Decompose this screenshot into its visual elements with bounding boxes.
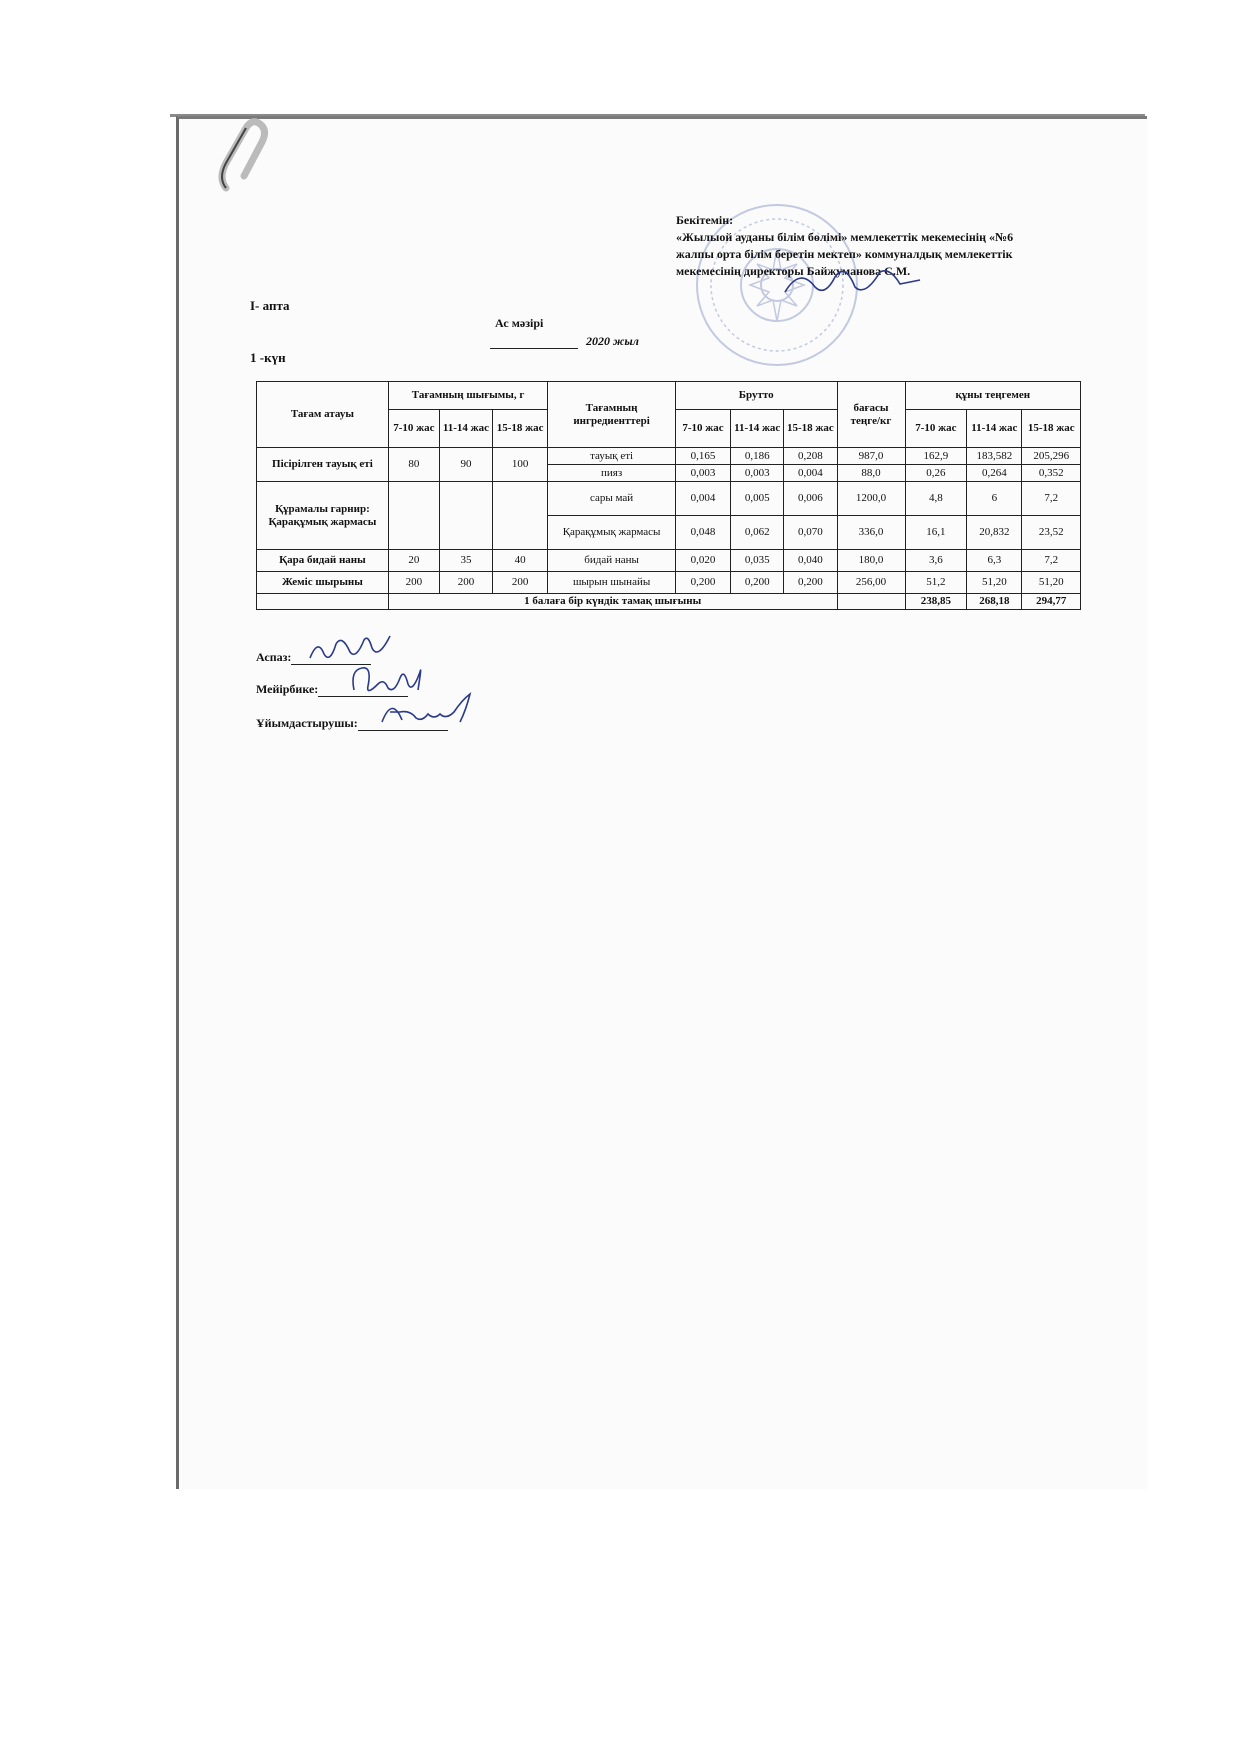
approval-title: Бекітемін: <box>676 213 734 227</box>
approval-line-2: жалпы орта білім беретін мектеп» коммуналдық мемлекеттік <box>676 247 1013 261</box>
header-cost-age2: 11-14 жас <box>967 410 1022 448</box>
totals-row <box>257 594 1081 610</box>
header-cost: құны теңгемен <box>905 382 1080 410</box>
date-year: 2020 жыл <box>586 334 639 348</box>
ingredient: сары май <box>548 482 676 516</box>
dish-name: Қара бидай наны <box>257 550 389 572</box>
cost-age1: 51,2 <box>905 572 967 594</box>
header-ingredients: Тағамның ингредиенттері <box>548 382 676 448</box>
ingredient: бидай наны <box>548 550 676 572</box>
yield-age3: 200 <box>493 572 548 594</box>
cost-age1: 0,26 <box>905 465 967 482</box>
cost-age2: 0,264 <box>967 465 1022 482</box>
cost-age1: 16,1 <box>905 516 967 550</box>
brutto-age3: 0,070 <box>784 516 837 550</box>
cost-age1: 4,8 <box>905 482 967 516</box>
price: 336,0 <box>837 516 905 550</box>
brutto-age2: 0,035 <box>731 550 784 572</box>
director-signature <box>780 262 930 302</box>
document-page <box>176 116 1147 1489</box>
yield-age1: 80 <box>388 448 439 482</box>
table-row <box>257 482 1081 516</box>
header-brutto-age1: 7-10 жас <box>675 410 730 448</box>
yield-age2: 35 <box>439 550 492 572</box>
brutto-age2: 0,200 <box>731 572 784 594</box>
cost-age2: 51,20 <box>967 572 1022 594</box>
nurse-label: Мейірбике: <box>256 682 319 696</box>
cost-age3: 7,2 <box>1022 550 1081 572</box>
cost-age1: 3,6 <box>905 550 967 572</box>
yield-age1: 20 <box>388 550 439 572</box>
price: 256,00 <box>837 572 905 594</box>
header-cost-age1: 7-10 жас <box>905 410 967 448</box>
week-label: I- апта <box>250 298 290 313</box>
header-brutto: Брутто <box>675 382 837 410</box>
cost-age2: 6 <box>967 482 1022 516</box>
brutto-age2: 0,003 <box>731 465 784 482</box>
brutto-age3: 0,006 <box>784 482 837 516</box>
total-age1: 238,85 <box>905 594 967 610</box>
totals-price-empty <box>837 594 905 610</box>
menu-title: Ас мәзірі <box>495 316 544 330</box>
ingredient: шырын шынайы <box>548 572 676 594</box>
brutto-age3: 0,208 <box>784 448 837 465</box>
header-cost-age3: 15-18 жас <box>1022 410 1081 448</box>
yield-age3 <box>493 482 548 550</box>
table-row <box>257 448 1081 465</box>
yield-age1: 200 <box>388 572 439 594</box>
organizer-signature <box>376 690 486 730</box>
brutto-age1: 0,003 <box>675 465 730 482</box>
table-row <box>257 572 1081 594</box>
header-price: бағасы теңге/кг <box>837 382 905 448</box>
cost-age2: 6,3 <box>967 550 1022 572</box>
table-row <box>257 550 1081 572</box>
yield-age2: 200 <box>439 572 492 594</box>
ingredient: Қарақұмық жармасы <box>548 516 676 550</box>
price: 88,0 <box>837 465 905 482</box>
price: 1200,0 <box>837 482 905 516</box>
brutto-age1: 0,004 <box>675 482 730 516</box>
paperclip-icon <box>216 118 276 198</box>
yield-age3: 100 <box>493 448 548 482</box>
totals-empty <box>257 594 389 610</box>
yield-age2 <box>439 482 492 550</box>
cost-age3: 7,2 <box>1022 482 1081 516</box>
brutto-age1: 0,165 <box>675 448 730 465</box>
day-label: 1 -күн <box>250 350 286 365</box>
yield-age3: 40 <box>493 550 548 572</box>
dish-name: Құрамалы гарнир: Қарақұмық жармасы <box>257 482 389 550</box>
organizer-label: Ұйымдастырушы: <box>256 716 358 730</box>
brutto-age1: 0,020 <box>675 550 730 572</box>
totals-label: 1 балаға бір күндік тамақ шығыны <box>388 594 837 610</box>
brutto-age1: 0,048 <box>675 516 730 550</box>
price: 180,0 <box>837 550 905 572</box>
cost-age2: 20,832 <box>967 516 1022 550</box>
brutto-age2: 0,005 <box>731 482 784 516</box>
cost-age3: 23,52 <box>1022 516 1081 550</box>
dish-name: Пісірілген тауық еті <box>257 448 389 482</box>
total-age2: 268,18 <box>967 594 1022 610</box>
header-yield-age1: 7-10 жас <box>388 410 439 448</box>
cost-age3: 0,352 <box>1022 465 1081 482</box>
ingredient: тауық еті <box>548 448 676 465</box>
brutto-age2: 0,062 <box>731 516 784 550</box>
brutto-age3: 0,040 <box>784 550 837 572</box>
date-blank <box>490 348 578 349</box>
header-yield-age3: 15-18 жас <box>493 410 548 448</box>
brutto-age3: 0,004 <box>784 465 837 482</box>
header-yield-age2: 11-14 жас <box>439 410 492 448</box>
cost-age2: 183,582 <box>967 448 1022 465</box>
yield-age1 <box>388 482 439 550</box>
approval-line-1: «Жылыой ауданы білім бөлімі» мемлекеттік мекемесінің «№6 <box>676 230 1014 244</box>
header-yield: Тағамның шығымы, г <box>388 382 547 410</box>
cost-age3: 205,296 <box>1022 448 1081 465</box>
cook-label: Аспаз: <box>256 650 292 664</box>
yield-age2: 90 <box>439 448 492 482</box>
brutto-age3: 0,200 <box>784 572 837 594</box>
brutto-age2: 0,186 <box>731 448 784 465</box>
approval-line-3: мекемесінің директоры Байжуманова С.М. <box>676 264 911 278</box>
cost-age3: 51,20 <box>1022 572 1081 594</box>
header-brutto-age3: 15-18 жас <box>784 410 837 448</box>
total-age3: 294,77 <box>1022 594 1081 610</box>
menu-table <box>256 381 1081 610</box>
price: 987,0 <box>837 448 905 465</box>
cost-age1: 162,9 <box>905 448 967 465</box>
date-line <box>490 334 639 349</box>
dish-name: Жеміс шырыны <box>257 572 389 594</box>
ingredient: пияз <box>548 465 676 482</box>
header-brutto-age2: 11-14 жас <box>731 410 784 448</box>
brutto-age1: 0,200 <box>675 572 730 594</box>
organizer-blank <box>358 730 448 731</box>
header-dish: Тағам атауы <box>257 382 389 448</box>
